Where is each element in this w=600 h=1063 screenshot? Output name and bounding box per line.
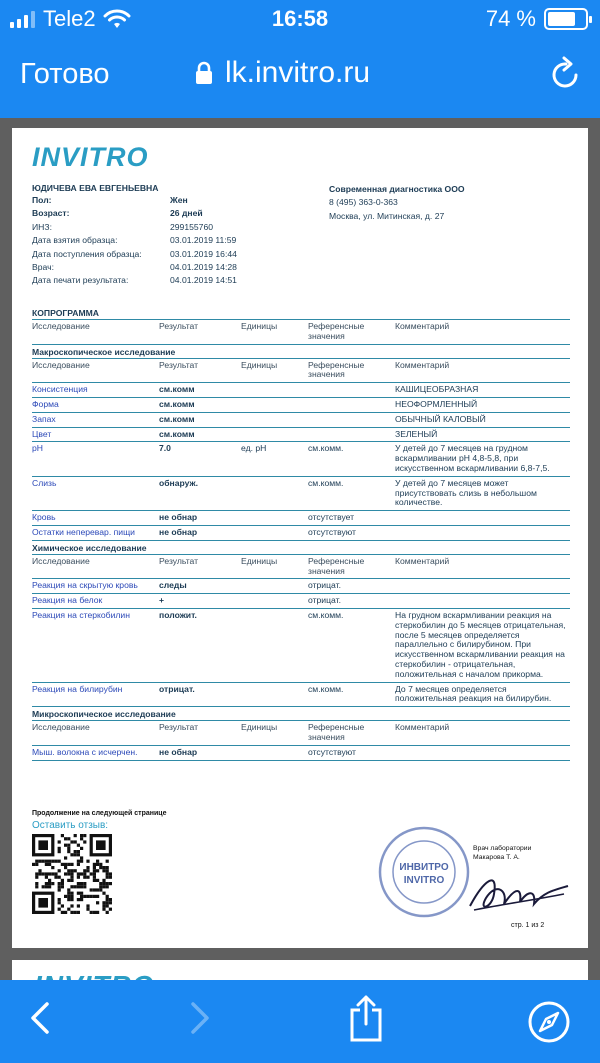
header-comment: Комментарий: [395, 722, 450, 733]
cell-reference: см.комм.: [308, 443, 344, 454]
clock: 16:58: [271, 6, 329, 31]
cell-test: Запах: [32, 413, 56, 424]
stamp-text-en: INVITRO: [403, 875, 445, 886]
cell-test: Реакция на скрытую кровь: [32, 580, 138, 591]
section-title: Микроскопическое исследование: [32, 707, 570, 721]
cell-reference: [308, 400, 395, 410]
browser-nav-bar: [0, 40, 600, 118]
cell-result: обнаруж.: [159, 477, 199, 488]
cell-comment: До 7 месяцев определяется положительная реакция на билирубин.: [395, 683, 552, 704]
patient-field: Дата печати результата: 04.01.2019 14:51: [32, 275, 237, 286]
table-header: [32, 320, 570, 345]
battery-icon: [544, 8, 588, 30]
signer-name: Макарова Т. А.: [473, 854, 520, 861]
table-row: [32, 428, 570, 443]
header-reference: Референсные значения: [308, 555, 365, 576]
lock-icon: [195, 61, 213, 85]
cell-comment: [395, 513, 570, 523]
address-bar[interactable]: [195, 56, 370, 90]
table-row: [32, 579, 570, 594]
lab-phone: 8 (495) 363-0-363: [329, 197, 398, 208]
compass-icon: [527, 1000, 571, 1044]
cell-comment: ЗЕЛЕНЫЙ: [395, 428, 438, 439]
cell-comment: ОБЫЧНЫЙ КАЛОВЫЙ: [395, 413, 486, 424]
header-test: Исследование: [32, 321, 90, 331]
cell-result: +: [159, 595, 165, 606]
cell-result: положит.: [159, 609, 197, 620]
header-units: Единицы: [241, 321, 278, 331]
cell-result: см.комм: [159, 428, 195, 439]
cell-comment: КАШИЦЕОБРАЗНАЯ: [395, 384, 479, 395]
cell-comment: [395, 528, 570, 538]
header-test: Исследование: [32, 359, 90, 370]
header-result: Результат: [159, 359, 199, 370]
cell-units: [241, 385, 308, 395]
cell-test: Мыш. волокна с исчерчен.: [32, 746, 138, 757]
section-title: Химическое исследование: [32, 541, 570, 555]
report-title: КОПРОГРАММА: [32, 306, 570, 320]
lab-name: Современная диагностика ООО: [329, 184, 465, 194]
cell-test: Слизь: [32, 477, 57, 488]
document-page: [12, 128, 588, 948]
share-icon: [348, 994, 384, 1042]
reload-button[interactable]: [550, 56, 582, 97]
cell-reference: отсутствуют: [308, 746, 356, 757]
patient-field: ИНЗ: 299155760: [32, 221, 214, 232]
review-label[interactable]: Оставить отзыв:: [32, 820, 109, 831]
battery-fill: [548, 12, 575, 26]
signature: [464, 860, 574, 920]
header-test: Исследование: [32, 722, 90, 733]
results-table: [32, 306, 570, 761]
status-bar: [0, 0, 600, 40]
cell-result: см.комм: [159, 384, 195, 395]
header-reference: Референсные значения: [308, 359, 365, 380]
cell-units: [241, 581, 308, 591]
header-result: Результат: [159, 321, 199, 331]
cell-comment: На грудном вскармливании реакция на стеркобилин до 5 месяцев отрицательная, после 5 месяцев определяется параллельно с билирубином. При искусственном вскармливании реакция на стеркобилин - отрицательная, положительная с началом прикорма.: [395, 609, 566, 679]
cell-comment: НЕОФОРМЛЕННЫЙ: [395, 398, 478, 409]
cell-units: [241, 430, 308, 440]
cell-result: не обнар: [159, 526, 198, 537]
url-text: lk.invitro.ru: [225, 56, 371, 89]
cell-units: [241, 611, 308, 680]
header-reference: Референсные значения: [308, 321, 365, 341]
forward-button[interactable]: [188, 998, 212, 1043]
cell-reference: см.комм.: [308, 609, 344, 620]
page-number: стр. 1 из 2: [511, 922, 545, 929]
back-button[interactable]: [28, 998, 52, 1043]
open-in-safari-button[interactable]: [527, 1000, 571, 1049]
cell-units: [241, 528, 308, 538]
table-row: [32, 609, 570, 683]
cell-result: 7.0: [159, 443, 171, 454]
table-row: [32, 511, 570, 526]
cell-units: [241, 513, 308, 523]
battery-group: [486, 6, 588, 32]
cell-result: не обнар: [159, 746, 198, 757]
cell-reference: отсутствуют: [308, 526, 356, 537]
cell-test: Реакция на билирубин: [32, 683, 123, 694]
done-button[interactable]: Готово: [20, 58, 110, 90]
patient-field: Врач: 04.01.2019 14:28: [32, 261, 237, 272]
chevron-left-icon: [28, 998, 52, 1038]
table-row: [32, 383, 570, 398]
cell-result: отрицат.: [159, 683, 195, 694]
cell-reference: отрицат.: [308, 580, 341, 591]
cell-test: Реакция на стеркобилин: [32, 609, 130, 620]
table-row: [32, 413, 570, 428]
cell-comment: У детей до 7 месяцев может присутствовать слизь в небольшом количестве.: [395, 477, 537, 508]
table-row: [32, 398, 570, 413]
cell-units: [241, 748, 308, 758]
header-comment: Комментарий: [395, 359, 450, 370]
lab-stamp: [376, 824, 472, 920]
signer-title: Врач лаборатории: [473, 845, 532, 852]
cell-units: [241, 596, 308, 606]
cell-units: ед. pH: [241, 443, 267, 454]
table-row: [32, 683, 570, 708]
cell-comment: [395, 581, 570, 591]
cell-result: см.комм: [159, 413, 195, 424]
cell-test: Кровь: [32, 512, 56, 523]
cell-comment: У детей до 7 месяцев на грудном вскармливании pH 4,8-5,8, при искусственном вскармливании 6,8-7,5.: [395, 443, 550, 473]
header-comment: Комментарий: [395, 555, 450, 566]
table-header: [32, 721, 570, 746]
cell-units: [241, 415, 308, 425]
cell-result: следы: [159, 580, 187, 591]
share-button[interactable]: [348, 994, 384, 1047]
header-units: Единицы: [241, 359, 278, 370]
cell-test: Консистенция: [32, 384, 88, 395]
header-result: Результат: [159, 555, 199, 566]
header-test: Исследование: [32, 555, 90, 566]
stamp-text-ru: ИНВИТРО: [399, 862, 449, 873]
cell-test: Реакция на белок: [32, 595, 103, 606]
cell-comment: [395, 596, 570, 606]
cell-reference: см.комм.: [308, 683, 344, 694]
section-title: Макроскопическое исследование: [32, 345, 570, 359]
cell-result: см.комм: [159, 398, 195, 409]
carrier-name: Tele2: [43, 6, 96, 31]
cell-test: Остатки неперевар. пищи: [32, 526, 135, 537]
table-row: [32, 594, 570, 609]
cell-test: Форма: [32, 398, 59, 409]
header-units: Единицы: [241, 722, 278, 733]
chevron-right-icon: [188, 998, 212, 1038]
table-row: [32, 526, 570, 541]
cell-reference: отрицат.: [308, 595, 341, 606]
cell-reference: отсутствует: [308, 512, 355, 523]
header-units: Единицы: [241, 555, 278, 566]
cell-units: [241, 685, 308, 705]
cell-reference: см.комм.: [308, 477, 344, 488]
table-row: [32, 477, 570, 511]
continuation-note: Продолжение на следующей странице: [32, 810, 167, 817]
patient-field: Пол: Жен: [32, 195, 188, 205]
invitro-logo: INVITRO: [32, 142, 149, 172]
patient-field: Дата поступления образца: 03.01.2019 16:44: [32, 248, 237, 259]
cell-units: [241, 479, 308, 508]
table-row: [32, 442, 570, 476]
browser-toolbar: [0, 980, 600, 1063]
header-result: Результат: [159, 722, 199, 733]
table-row: [32, 746, 570, 761]
cell-reference: [308, 415, 395, 425]
patient-info: [32, 183, 332, 288]
cell-test: pH: [32, 443, 43, 454]
patient-field: Возраст: 26 дней: [32, 208, 203, 219]
cell-reference: [308, 430, 395, 440]
header-comment: Комментарий: [395, 321, 450, 331]
cell-units: [241, 400, 308, 410]
battery-percent: 74 %: [485, 6, 536, 31]
cell-comment: [395, 748, 570, 758]
qr-code[interactable]: [32, 834, 112, 914]
table-header: [32, 359, 570, 384]
patient-field: Дата взятия образца: 03.01.2019 11:59: [32, 235, 237, 246]
reload-icon: [550, 56, 582, 92]
cell-reference: [308, 385, 395, 395]
document-viewer[interactable]: [0, 118, 600, 980]
cell-result: не обнар: [159, 512, 198, 523]
cell-test: Цвет: [32, 428, 52, 439]
lab-info: [329, 183, 465, 223]
lab-address: Москва, ул. Митинская, д. 27: [329, 210, 445, 221]
table-header: [32, 555, 570, 580]
header-reference: Референсные значения: [308, 722, 365, 742]
patient-name: ЮДИЧЕВА ЕВА ЕВГЕНЬЕВНА: [32, 183, 159, 193]
